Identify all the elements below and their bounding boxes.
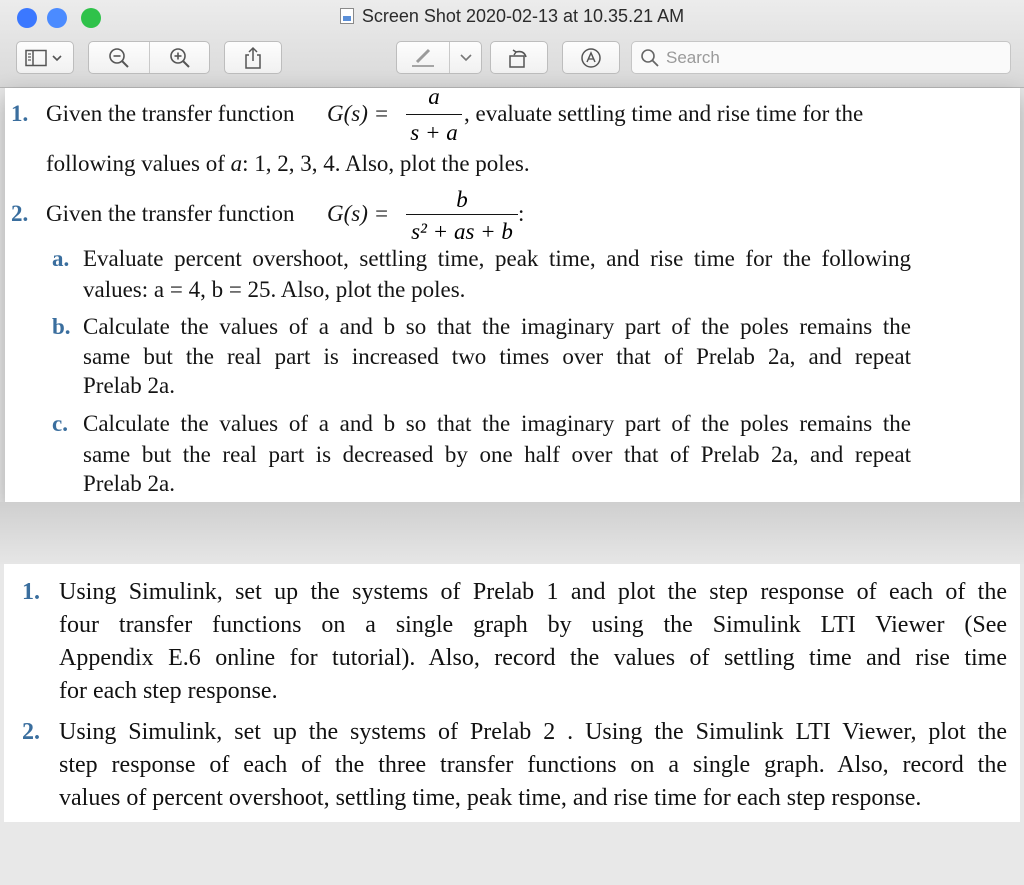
prelab-q2-fraction xyxy=(404,184,520,244)
zoom-out-button[interactable] xyxy=(89,42,149,73)
lab-q2-line2: step response of each of the three transfer functions on a single graph. Also, record the xyxy=(59,752,1007,778)
rotate-icon xyxy=(507,47,531,69)
prelab-q1-line2 xyxy=(46,152,530,175)
page-gap xyxy=(0,502,1024,564)
prelab-q1-line2-text: following values of xyxy=(46,151,225,176)
prelab-q2b-line2: same but the real part is increased two times over that of Prelab 2a, and repeat xyxy=(83,344,911,369)
lab-q1-line1: Using Simulink, set up the systems of Prelab 1 and plot the step response of each of the xyxy=(59,579,1007,605)
prelab-q2-tail: : xyxy=(518,201,525,226)
prelab-q2-number: 2. xyxy=(11,201,29,226)
sidebar-toggle-button[interactable] xyxy=(16,41,74,74)
prelab-q1-fraction xyxy=(404,84,464,148)
search-field[interactable] xyxy=(631,41,1011,74)
prelab-q1-lead: Given the transfer function xyxy=(46,101,295,126)
search-icon xyxy=(640,48,660,68)
prelab-q2-fraction-denominator: s² + as + b xyxy=(411,219,513,244)
prelab-q2-fraction-numerator: b xyxy=(456,187,468,212)
markup-dropdown-button[interactable] xyxy=(450,42,482,73)
prelab-q2c-label: c. xyxy=(52,411,68,436)
pen-icon xyxy=(410,47,436,69)
prelab-q2c-line2: same but the real part is decreased by one half over that of Prelab 2a, and repeat xyxy=(83,442,911,467)
prelab-q1-line2-rest: : 1, 2, 3, 4. Also, plot the poles. xyxy=(242,151,530,176)
window-title-text: Screen Shot 2020-02-13 at 10.35.21 AM xyxy=(361,6,685,26)
prelab-q2-function: G(s) = xyxy=(327,201,390,226)
prelab-q1-fraction-denominator: s + a xyxy=(410,120,458,145)
document-page-prelab xyxy=(5,84,1020,502)
lab-q2-line1: Using Simulink, set up the systems of Prelab 2 . Using the Simulink LTI Viewer, plot the xyxy=(59,719,1007,745)
prelab-q2b-line3: Prelab 2a. xyxy=(83,373,175,398)
markup-pen-button[interactable] xyxy=(397,42,449,73)
rotate-button[interactable] xyxy=(490,41,548,74)
prelab-q1-tail: , evaluate settling time and rise time for the xyxy=(464,101,864,126)
document-icon xyxy=(340,8,354,24)
share-icon xyxy=(243,46,263,70)
prelab-q2-lead: Given the transfer function xyxy=(46,201,295,226)
window-title xyxy=(0,6,1024,27)
prelab-q2a-line1: Evaluate percent overshoot, settling time, peak time, and rise time for the following xyxy=(83,246,911,271)
document-page-lab xyxy=(4,564,1020,822)
zoom-segment xyxy=(88,41,210,74)
lab-q2-line3: values of percent overshoot, settling time, peak time, and rise time for each step response. xyxy=(59,785,922,811)
chevron-down-icon xyxy=(459,53,473,63)
window-titlebar xyxy=(0,0,1024,88)
prelab-q2b-line1: Calculate the values of a and b so that the imaginary part of the poles remains the xyxy=(83,314,911,339)
annotate-button[interactable] xyxy=(562,41,620,74)
prelab-q2c-line3: Prelab 2a. xyxy=(83,471,175,496)
lab-q2-number: 2. xyxy=(22,719,40,745)
prelab-q2a-label: a. xyxy=(52,246,70,271)
markup-segment xyxy=(396,41,482,74)
lab-q1-line3: Appendix E.6 online for tutorial). Also, record the values of settling time and rise time xyxy=(59,645,1007,671)
search-input[interactable] xyxy=(666,48,996,68)
prelab-q2b-label: b. xyxy=(52,314,71,339)
prelab-q1-number: 1. xyxy=(11,101,29,126)
zoom-in-icon xyxy=(169,47,191,69)
prelab-q2a-line2: values: a = 4, b = 25. Also, plot the poles. xyxy=(83,277,466,302)
lab-q1-number: 1. xyxy=(22,579,40,605)
sidebar-icon xyxy=(25,49,65,67)
prelab-q1-fraction-numerator: a xyxy=(428,84,440,109)
share-button[interactable] xyxy=(224,41,282,74)
lab-q1-line2: four transfer functions on a single graph by using the Simulink LTI Viewer (See xyxy=(59,612,1007,638)
zoom-out-icon xyxy=(108,47,130,69)
prelab-q1-function: G(s) = xyxy=(327,101,390,126)
lab-q1-line4: for each step response. xyxy=(59,678,278,704)
zoom-in-button[interactable] xyxy=(150,42,210,73)
prelab-q1-line2-var: a xyxy=(230,151,243,176)
annotate-icon xyxy=(580,47,602,69)
prelab-q2c-line1: Calculate the values of a and b so that the imaginary part of the poles remains the xyxy=(83,411,911,436)
